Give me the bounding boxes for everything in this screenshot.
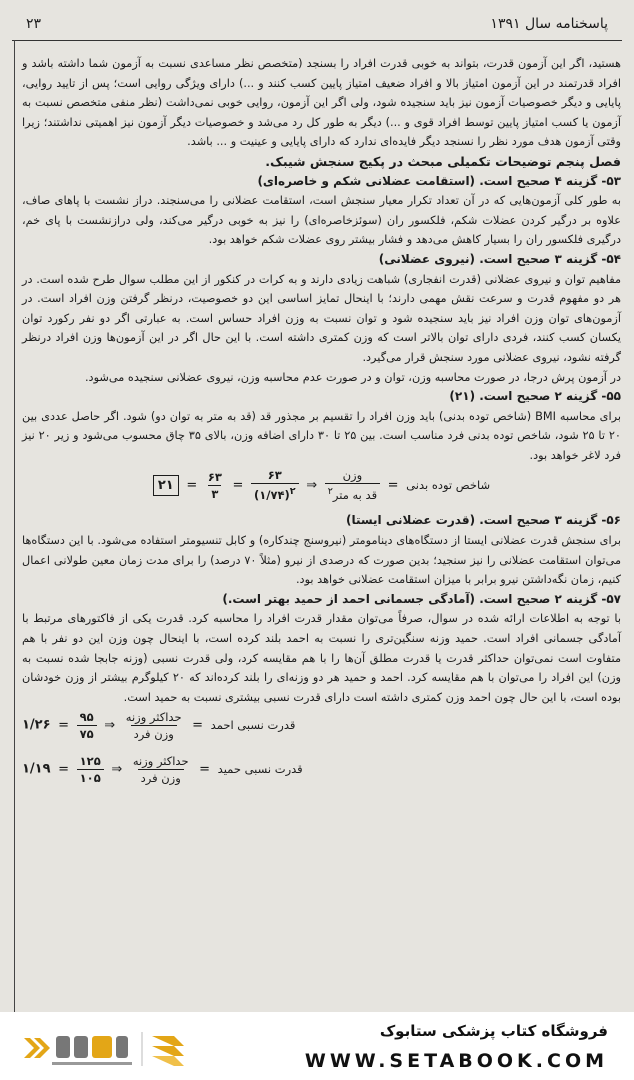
ahmad-definition xyxy=(123,709,185,742)
ahmad-result: ۱/۲۶ xyxy=(22,718,51,734)
hamid-formula: ۱/۱۹ = $\frac{۱۲۵}{۱۰۵}$ ⇒ $\frac{\text{حداکثر وزنه}}{\text{وزن فرد}}$ = قدرت نسبی حمید xyxy=(22,754,303,786)
bmi-def-den xyxy=(325,483,380,503)
bmi-label: شاخص توده بدنی xyxy=(406,477,491,492)
q55-body: برای محاسبه BMI (شاخص توده بدنی) باید وزن افراد را تقسیم بر مجذور قد (قد به متر به توان دو) شود. اگر حاصل عددی بین ۲۰ تا ۲۵ شود، شاخص توده بدنی فرد مناسب است. بین ۲۵ تا ۳۰ دارای اضافه وزن، بالای ۳۵ چاق محسوب می‌شود و زیر ۲۰ نیز فرد لاغر خواهد بود. xyxy=(22,409,621,462)
bmi-step1-den xyxy=(251,483,299,503)
hamid-def-num: حداکثر وزنه xyxy=(132,754,189,769)
bmi-step2-num: ۶۳ xyxy=(207,469,222,484)
bmi-def-num: وزن xyxy=(342,468,363,483)
page-number: ۲۳ xyxy=(26,16,42,32)
hamid-definition xyxy=(130,753,192,786)
q54-heading: ۵۴- گزینه ۳ صحیح است. (نیروی عضلانی) xyxy=(378,251,621,266)
bmi-def-den-text: قد به متر xyxy=(332,488,378,503)
bmi-step2 xyxy=(205,469,225,502)
q53-heading: ۵۳- گزینه ۴ صحیح است. (استقامت عضلانی شکم و خاصره‌ای) xyxy=(257,173,621,188)
hamid-def-den: وزن فرد xyxy=(138,769,184,786)
page-content xyxy=(22,54,621,797)
hamid-result: ۱/۱۹ xyxy=(22,762,51,778)
q56-heading: ۵۶- گزینه ۳ صحیح است. (قدرت عضلانی ایستا) xyxy=(345,513,621,528)
ahmad-def-num: حداکثر وزنه xyxy=(125,710,182,725)
ahmad-def-den: وزن فرد xyxy=(131,725,177,742)
ahmad-val-num: ۹۵ xyxy=(79,710,94,725)
bmi-definition xyxy=(325,467,380,503)
ahmad-val-den: ۷۵ xyxy=(77,725,97,742)
q57-body: با توجه به اطلاعات ارائه شده در سوال، صرفاً می‌توان مقدار قدرت افراد را محاسبه کرد. قدرت یکی از فاکتورهای مرتبط با آمادگی جسمانی افراد است. حمید وزنه سنگین‌تری را نسبت به احمد بلند کرده است، با اینحال چون وزن این دو نفر با هم متفاوت است نمی‌توان حداکثر قدرت یا قدرت مطلق آن‌ها را با هم مقایسه کرد، ولی قدرت نسبی (وزنه جابجا شده نسبت به وزن) این افراد را می‌توان با هم مقایسه کرد. احمد و حمید هر دو وزنه‌ای را بلند کرده‌اند که ۲۰ کیلوگرم بیشتر از وزن خودشان بوده است، با این حال چون احمد وزن کمتری داشته است دارای قدرت نسبی بیشتری نسبت به حمید است. xyxy=(22,612,622,704)
ahmad-formula: ۱/۲۶ = $\frac{۹۵}{۷۵}$ ⇒ $\frac{\text{حداکثر وزنه}}{\text{وزن فرد}}$ = قدرت نسبی احمد xyxy=(22,710,296,742)
margin-rule xyxy=(14,40,15,1012)
q56-body: برای سنجش قدرت عضلانی ایستا از دستگاه‌های دینامومتر (نیروسنج چندکاره) و کابل تنسیومتر استفاده می‌شود. با این دستگاه‌ها می‌توان استقامت عضلانی را نیز سنجید؛ بدین صورت که درصدی از نیرو (مثلاً ۷۰ درصد) را برای مدت زمان معین طولانی اعمال کنیم، زمان نگه‌داشتن نیرو برابر با میزان استقامت عضلانی خواهد بود. xyxy=(22,534,621,587)
q55-heading: ۵۵- گزینه ۲ صحیح است. (۲۱) xyxy=(449,389,621,404)
bmi-height-value: (۱/۷۴) xyxy=(253,488,290,503)
q54-body: مفاهیم توان و نیروی عضلانی (قدرت انفجاری) شباهت زیادی دارند و به کرات در کنکور از این مطلب سوال طرح شده است. در هر دو مفهوم قدرت و سرعت نقش مهمی دارند؛ با اینحال تمایز اساسی این دو خصوصیت، درنظر گرفتن وزن افراد است. در آزمون‌های توان وزن افراد نیز باید سنجیده شود و توان نسبت به وزن افراد حساس است. به عبارتی اگر دو نفر رکورد توان یکسان کسب کنند، فردی دارای توان بالاتر است که وزن کمتری داشته است. با این حال اگر در این آزمون‌ها وزن افراد درنظر گرفته نشود، نیروی عضلانی مورد سنجش قرار می‌گیرد. xyxy=(22,272,621,364)
q54-note: در آزمون پرش درجا، در صورت محاسبه وزن، توان و در صورت عدم محاسبه وزن، نیروی عضلانی سنجیده می‌شود. xyxy=(84,370,621,384)
q57-heading: ۵۷- گزینه ۲ صحیح است. (آمادگی جسمانی احمد از حمید بهتر است.) xyxy=(222,591,621,606)
bmi-step2-den: ۳ xyxy=(208,485,221,502)
hamid-label: قدرت نسبی حمید xyxy=(217,762,303,777)
store-url[interactable]: WWW.SETABOOK.COM xyxy=(304,1050,608,1072)
hamid-values xyxy=(77,753,104,786)
intro-paragraph: هستید، اگر این آزمون قدرت، بتواند به خوبی قدرت افراد را بسنجد (متخصص نظر مساعدی نسبت به آزمون شما داشته باشد و افراد قدرتمند در این آزمون امتیاز بالا و افراد ضعیف امتیاز پایین کسب کنند و ...) دارای ویژگی روایی است؛ پس از تایید روایی، پایایی و دیگر خصوصیات آزمون نیز باید سنجیده شود، ولی اگر این آزمون، روایی خوبی نمی‌داشت (نظر منفی متخصص نسبت به آزمون یا کسب امتیاز پایین توسط افراد قوی و ...) دیگر به طور کل رد می‌شد و خصوصیات دیگر آزمون نیز اهمیتی نداشتند؛ زیرا وقتی آزمون هدف مورد نظر را نسنجد دیگر فایده‌ای ندارد که دارای پایایی و عینیت و ... باشد. xyxy=(22,57,621,149)
ahmad-values xyxy=(77,709,97,742)
bmi-def-exp: ۲ xyxy=(327,486,333,498)
section-title: فصل پنجم توضیحات تکمیلی مبحث در پکیج سنجش شیبک. xyxy=(265,153,621,169)
page-header xyxy=(12,14,622,42)
bmi-height-exp: ۲ xyxy=(289,486,296,498)
book-title: پاسخنامه سال ۱۳۹۱ xyxy=(490,16,608,32)
bmi-step1-num: ۶۳ xyxy=(267,468,282,483)
ahmad-label: قدرت نسبی احمد xyxy=(210,718,296,733)
hamid-val-num: ۱۲۵ xyxy=(79,754,101,769)
q53-body: به طور کلی آزمون‌هایی که در آن تعداد تکرار معیار سنجش است، استقامت عضلانی را می‌سنجند. دراز نشست با پاهای صاف، علاوه بر درگیر کردن عضلات شکم، فلکسور ران (سوئزخاصره‌ای) را نیز به خوبی درگیر می‌کند، ولی درازنشست با پای خم، درگیری فلکسور ران را بسیار کاهش می‌دهد و فشار بیشتر روی عضلات شکم خواهد بود. xyxy=(22,194,621,247)
setabook-logo xyxy=(24,1026,204,1070)
bmi-result: ۲۱ xyxy=(153,475,179,497)
bmi-formula: ۲۱ = $\frac{۶۳}{۳}$ = $\frac{۶۳}{(۱/۷۴)^۲}$ ⇒ $\frac{\text{وزن}}{قد به متر^۲}$ = شاخص توده بدنی xyxy=(22,467,621,509)
store-name: فروشگاه کتاب پزشکی ستابوک xyxy=(379,1022,608,1040)
bmi-step1 xyxy=(251,467,299,503)
header-rule xyxy=(12,40,622,41)
store-footer xyxy=(0,1012,634,1080)
hamid-val-den: ۱۰۵ xyxy=(77,769,104,786)
